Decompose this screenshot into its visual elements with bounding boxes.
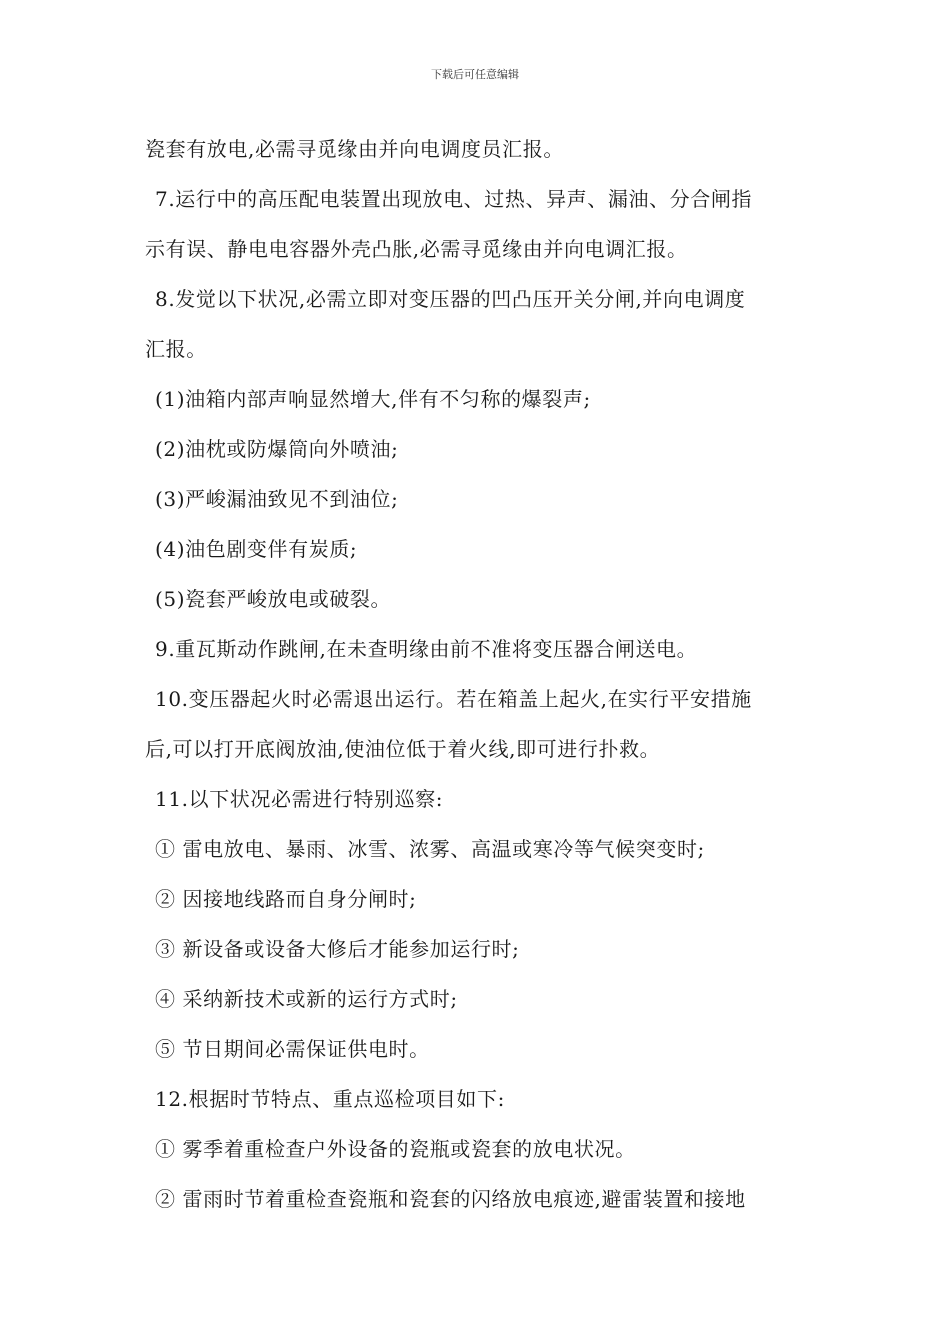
text-line: 10.变压器起火时必需退出运行。若在箱盖上起火,在实行平安措施 <box>155 687 752 711</box>
text-line: 11.以下状况必需进行特别巡察: <box>155 787 444 811</box>
text-line: 12.根据时节特点、重点巡检项目如下: <box>155 1087 505 1111</box>
text-line: ① 雾季着重检查户外设备的瓷瓶或瓷套的放电状况。 <box>155 1137 636 1161</box>
text-line: (2)油枕或防爆筒向外喷油; <box>155 437 399 461</box>
text-line: ② 雷雨时节着重检查瓷瓶和瓷套的闪络放电痕迹,避雷装置和接地 <box>155 1187 746 1211</box>
text-line: 瓷套有放电,必需寻觅缘由并向电调度员汇报。 <box>145 137 564 161</box>
text-line: ⑤ 节日期间必需保证供电时。 <box>155 1037 430 1061</box>
text-line: 汇报。 <box>145 337 207 361</box>
text-line: 后,可以打开底阀放油,使油位低于着火线,即可进行扑救。 <box>145 737 661 761</box>
text-line: ② 因接地线路而自身分闸时; <box>155 887 417 911</box>
text-line: 7.运行中的高压配电装置出现放电、过热、异声、漏油、分合闸指 <box>155 187 753 211</box>
text-line: ③ 新设备或设备大修后才能参加运行时; <box>155 937 520 961</box>
text-line: (5)瓷套严峻放电或破裂。 <box>155 587 392 611</box>
page-header: 下载后可任意编辑 <box>431 68 519 81</box>
text-line: ④ 采纳新技术或新的运行方式时; <box>155 987 458 1011</box>
text-line: 8.发觉以下状况,必需立即对变压器的凹凸压开关分闸,并向电调度 <box>155 287 746 311</box>
text-line: (1)油箱内部声响显然增大,伴有不匀称的爆裂声; <box>155 387 591 411</box>
text-line: 9.重瓦斯动作跳闸,在未查明缘由前不准将变压器合闸送电。 <box>155 637 698 661</box>
text-line: ① 雷电放电、暴雨、冰雪、浓雾、高温或寒冷等气候突变时; <box>155 837 705 861</box>
text-line: (4)油色剧变伴有炭质; <box>155 537 358 561</box>
text-line: 示有误、静电电容器外壳凸胀,必需寻觅缘由并向电调汇报。 <box>145 237 688 261</box>
text-line: (3)严峻漏油致见不到油位; <box>155 487 399 511</box>
